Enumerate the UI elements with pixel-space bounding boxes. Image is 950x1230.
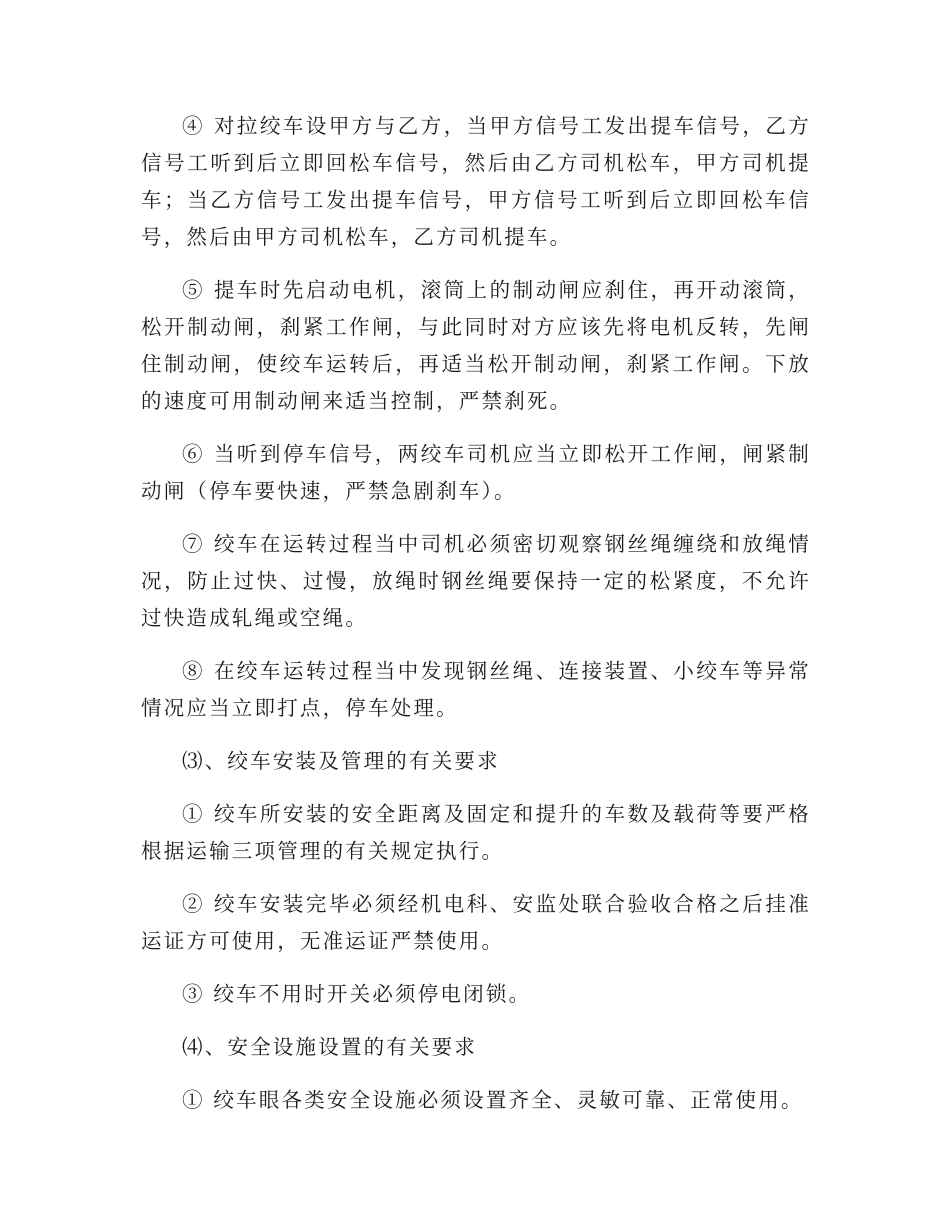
paragraph-item-2-acceptance-permit: ② 绞车安装完毕必须经机电科、安监处联合验收合格之后挂准运证方可使用，无准运证严禁使用。 (141, 892, 811, 953)
paragraph-item-7-rope-observation: ⑦ 绞车在运转过程当中司机必须密切观察钢丝绳缠绕和放绳情况，防止过快、过慢，放绳时钢丝绳要保持一定的松紧度，不允许过快造成轧绳或空绳。 (141, 532, 811, 630)
paragraph-item-6-stop-signal: ⑥ 当听到停车信号，两绞车司机应当立即松开工作闸，闸紧制动闸（停车要快速，严禁急剧刹车）。 (141, 442, 811, 503)
paragraph-item-8-abnormal-handling: ⑧ 在绞车运转过程当中发现钢丝绳、连接装置、小绞车等异常情况应当立即打点，停车处理。 (141, 659, 811, 720)
paragraph-item-4-pull-winch-signals: ④ 对拉绞车设甲方与乙方，当甲方信号工发出提车信号，乙方信号工听到后立即回松车信号，然后由乙方司机松车，甲方司机提车；当乙方信号工发出提车信号，甲方信号工听到后立即回松车信号，然后由甲方司机松车，乙方司机提车。 (141, 114, 811, 249)
paragraph-item-1-installation-distance: ① 绞车所安装的安全距离及固定和提升的车数及载荷等要严格根据运输三项管理的有关规定执行。 (141, 802, 811, 863)
paragraph-item-3-power-lockout: ③ 绞车不用时开关必须停电闭锁。 (182, 982, 532, 1006)
paragraph-item-5-lifting-procedure: ⑤ 提车时先启动电机，滚筒上的制动闸应刹住，再开动滚筒，松开制动闸，刹紧工作闸，与此同时对方应该先将电机反转，先闸住制动闸，使绞车运转后，再适当松开制动闸，刹紧工作闸。下放的速度可用制动闸来适当控制，严禁刹死。 (141, 278, 811, 413)
section-heading-3-installation-management: ⑶、绞车安装及管理的有关要求 (182, 749, 500, 773)
section-heading-4-safety-facilities: ⑷、安全设施设置的有关要求 (182, 1035, 478, 1059)
document-body (141, 108, 811, 1135)
paragraph-item-1-safety-facilities-complete: ① 绞车眼各类安全设施必须设置齐全、灵敏可靠、正常使用。 (182, 1088, 804, 1112)
